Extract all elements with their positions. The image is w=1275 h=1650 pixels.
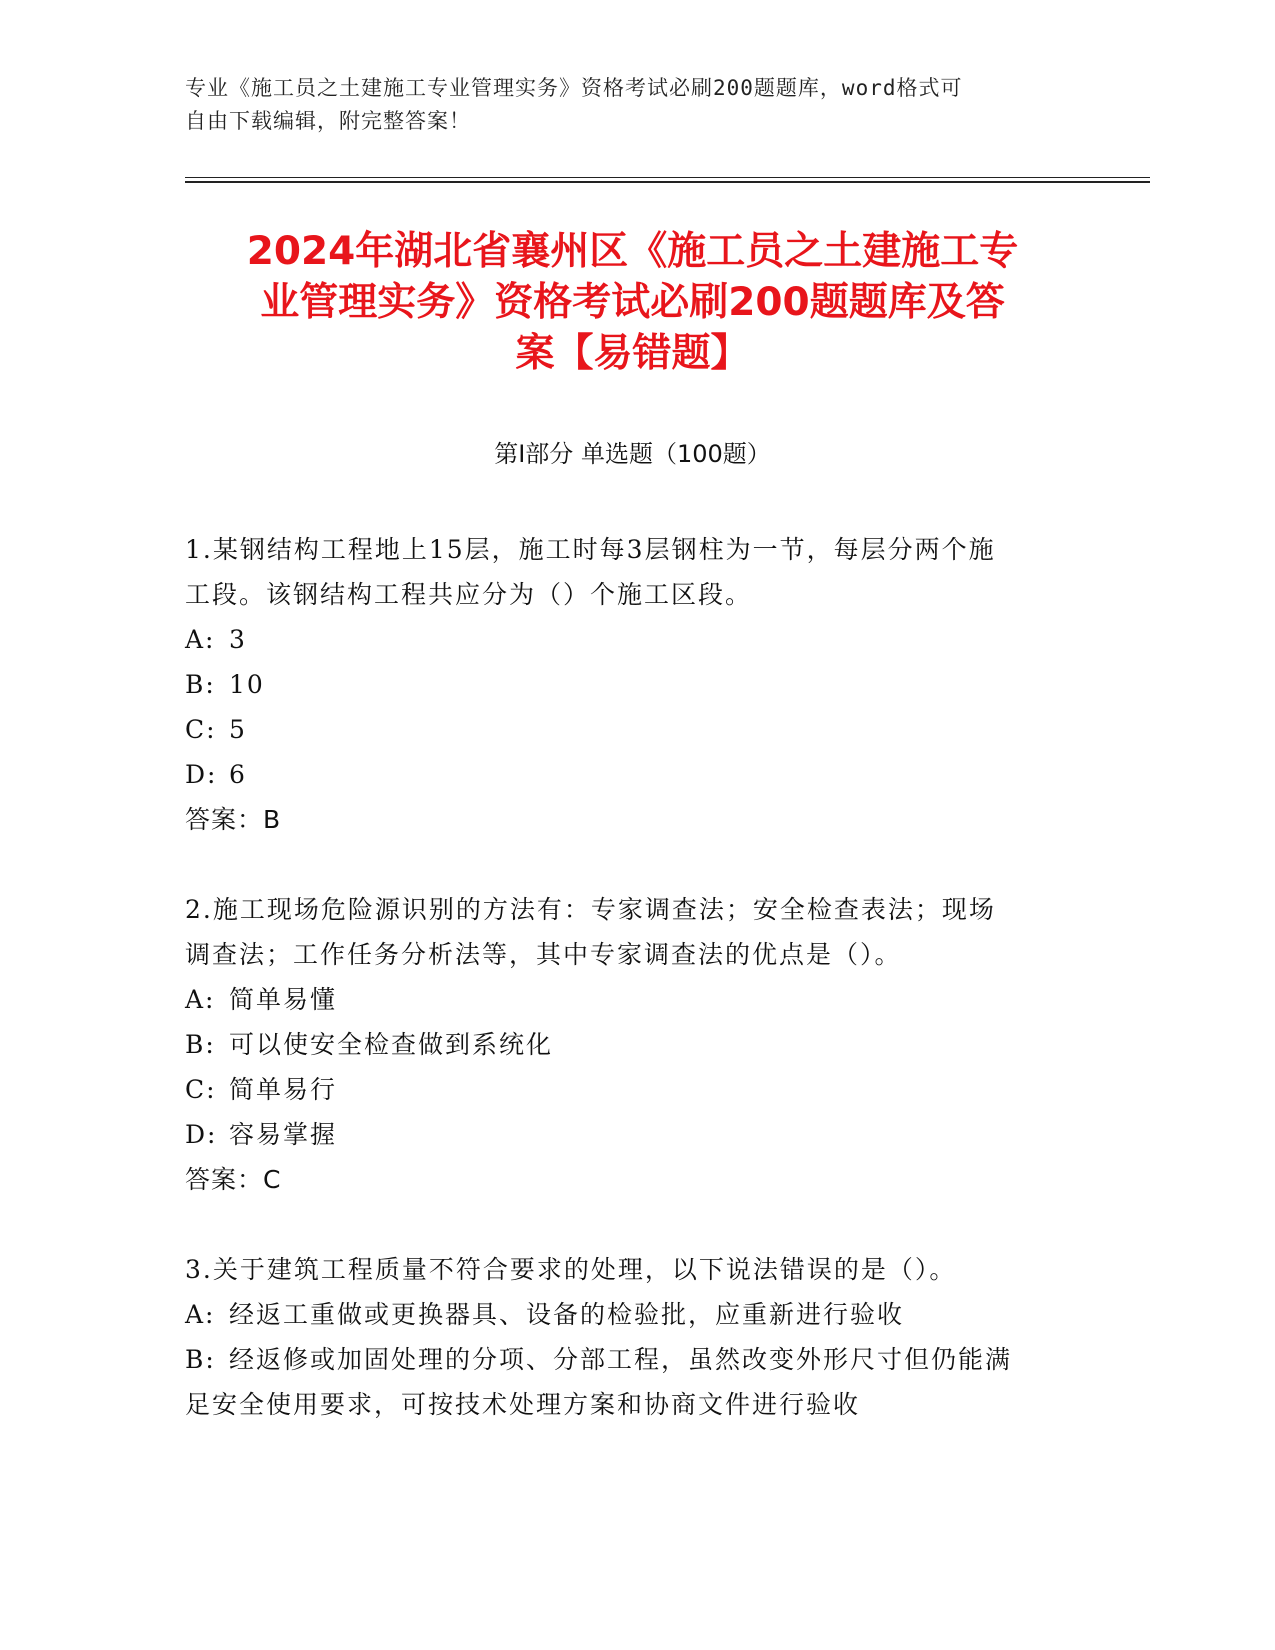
option-text: 5	[229, 715, 247, 744]
option-letter: D:	[185, 760, 218, 789]
option-letter: C:	[185, 1075, 217, 1104]
option-letter: A:	[185, 985, 216, 1014]
answer-label: 答案：B	[185, 805, 282, 834]
section-title: 第Ⅰ部分 单选题（100题）	[494, 440, 771, 468]
title-line: 案【易错题】	[515, 331, 750, 376]
option-c	[185, 707, 1065, 752]
option-text: 容易掌握	[229, 1120, 338, 1149]
question-stem: 工段。该钢结构工程共应分为（）个施工区段。	[185, 580, 753, 609]
question-stem: 调查法；工作任务分析法等，其中专家调查法的优点是（）。	[185, 940, 902, 969]
option-c	[185, 1067, 1065, 1112]
option-text: 简单易行	[229, 1075, 338, 1104]
answer-label: 答案：C	[185, 1165, 282, 1194]
question-2	[185, 887, 1065, 1202]
option-a	[185, 617, 1065, 662]
question-stem: 1.某钢结构工程地上15层，施工时每3层钢柱为一节，每层分两个施	[185, 535, 996, 564]
option-b	[185, 662, 1065, 707]
option-b	[185, 1337, 1065, 1382]
option-letter: B:	[185, 670, 216, 699]
option-text: 经返修或加固处理的分项、分部工程，虽然改变外形尺寸但仍能满	[229, 1345, 1013, 1374]
header-note-line: 专业《施工员之土建施工专业管理实务》资格考试必刷200题题库，word格式可	[185, 76, 963, 100]
option-letter: D:	[185, 1120, 218, 1149]
option-letter: A:	[185, 1300, 216, 1329]
option-text: 经返工重做或更换器具、设备的检验批，应重新进行验收	[229, 1300, 905, 1329]
question-3	[185, 1247, 1065, 1427]
option-text: 足安全使用要求，可按技术处理方案和协商文件进行验收	[185, 1390, 861, 1419]
question-stem: 2.施工现场危险源识别的方法有：专家调查法；安全检查表法；现场	[185, 895, 996, 924]
option-text: 6	[229, 760, 247, 789]
document-title	[185, 226, 1080, 379]
question-list	[185, 527, 1065, 1472]
header-rule-thick	[185, 181, 1150, 183]
header-note-line: 自由下载编辑，附完整答案！	[185, 109, 471, 133]
option-letter: B:	[185, 1030, 216, 1059]
option-text: 10	[229, 670, 265, 699]
title-line: 业管理实务》资格考试必刷200题题库及答	[260, 280, 1005, 325]
question-stem: 3.关于建筑工程质量不符合要求的处理，以下说法错误的是（）。	[185, 1255, 957, 1284]
option-text: 3	[229, 625, 247, 654]
option-text: 简单易懂	[229, 985, 338, 1014]
option-b-continued	[185, 1382, 1065, 1427]
title-line: 2024年湖北省襄州区《施工员之土建施工专	[246, 229, 1019, 274]
header-rule-thin	[185, 177, 1150, 178]
option-letter: C:	[185, 715, 217, 744]
option-d	[185, 752, 1065, 797]
option-d	[185, 1112, 1065, 1157]
option-a	[185, 977, 1065, 1022]
question-1	[185, 527, 1065, 842]
option-b	[185, 1022, 1065, 1067]
header-note	[185, 72, 1065, 138]
option-a	[185, 1292, 1065, 1337]
option-letter: B:	[185, 1345, 216, 1374]
option-text: 可以使安全检查做到系统化	[229, 1030, 554, 1059]
option-letter: A:	[185, 625, 216, 654]
